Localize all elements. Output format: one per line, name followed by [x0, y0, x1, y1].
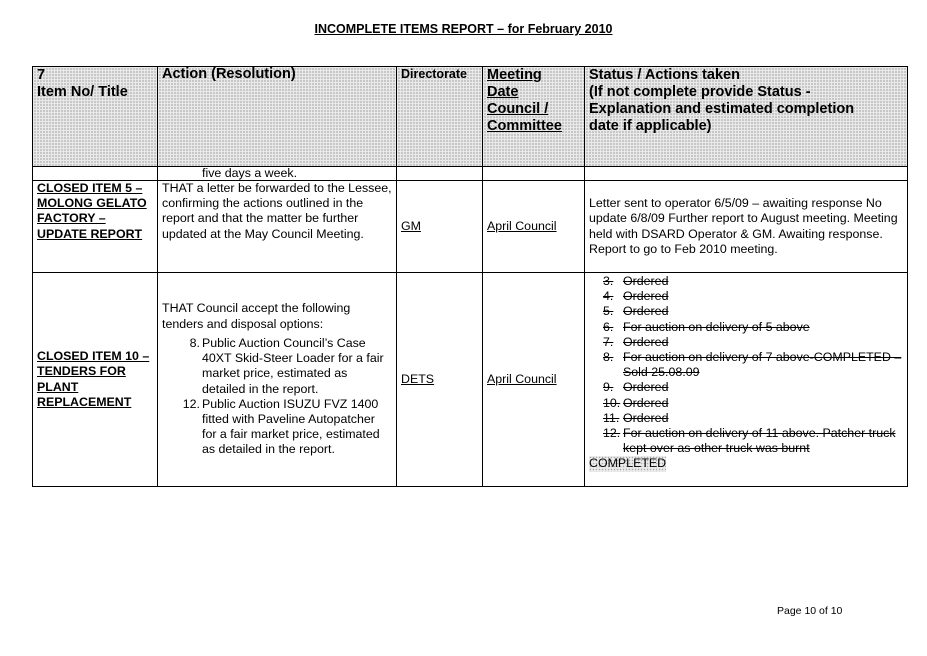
list-item-number: 8.	[189, 335, 200, 350]
continuation-action: five days a week.	[158, 167, 397, 181]
directorate-value: DETS	[401, 371, 435, 386]
list-item-text: Public Auction Council’s Case 40XT Skid-Steer Loader for a fair market price, estimated as detailed in the report.	[202, 335, 384, 396]
header-meeting-line: Meeting	[487, 67, 542, 83]
item-title: CLOSED ITEM 5 – MOLONG GELATO FACTORY – UPDATE REPORT	[37, 181, 147, 241]
list-item	[589, 289, 903, 304]
list-item-text: Ordered	[623, 395, 669, 410]
header-status-line: date if applicable)	[589, 118, 712, 134]
header-meeting	[483, 67, 585, 167]
meeting-value: April Council	[487, 218, 557, 233]
header-meeting-line: Date	[487, 84, 519, 100]
list-item-text: Ordered	[623, 334, 669, 349]
list-item	[589, 274, 903, 289]
list-item	[589, 380, 903, 395]
table-row	[33, 181, 908, 273]
directorate-value: GM	[401, 218, 421, 233]
list-item	[162, 397, 392, 458]
list-item-number: 3.	[603, 274, 614, 288]
item-title-cell	[33, 181, 158, 273]
list-item-text: Ordered	[623, 304, 669, 319]
list-item-number: 12.	[182, 396, 200, 411]
list-item-text: Ordered	[623, 380, 669, 395]
list-item-number: 7.	[603, 334, 614, 349]
list-item-number: 6.	[603, 319, 614, 334]
table-row	[33, 273, 908, 487]
item-title: CLOSED ITEM 10 – TENDERS FOR PLANT REPLACEMENT	[37, 349, 150, 409]
continuation-row	[33, 167, 908, 181]
list-item-number: 8.	[603, 350, 614, 365]
item-title-cell	[33, 273, 158, 487]
action-intro: THAT Council accept the following tenders and disposal options:	[162, 301, 351, 331]
cell-empty	[483, 167, 585, 181]
list-item-number: 12.	[603, 426, 621, 441]
header-action: Action (Resolution)	[158, 67, 397, 167]
completed-badge: COMPLETED	[589, 456, 667, 471]
list-item-text: For auction on delivery of 11 above. Patcher truck kept over as other truck was burnt	[623, 426, 896, 456]
list-item-text: Ordered	[623, 289, 669, 304]
list-item	[589, 304, 903, 319]
status-cell	[585, 273, 908, 487]
header-status-line: Explanation and estimated completion	[589, 101, 855, 117]
header-item-label: Item No/ Title	[37, 84, 128, 100]
list-item-text: Ordered	[623, 410, 669, 425]
directorate-cell	[397, 273, 483, 487]
list-item-text: Ordered	[623, 274, 669, 288]
table-header-row	[33, 67, 908, 167]
action-cell	[158, 273, 397, 487]
tender-list	[162, 336, 392, 458]
list-item-number: 5.	[603, 304, 614, 319]
status-list	[589, 274, 903, 456]
list-item-number: 4.	[603, 289, 614, 304]
cell-empty	[33, 167, 158, 181]
header-meeting-line: Committee	[487, 118, 562, 134]
header-status-line: (If not complete provide Status -	[589, 84, 811, 100]
cell-empty	[585, 167, 908, 181]
meeting-cell	[483, 273, 585, 487]
list-item-text: For auction on delivery of 7 above-COMPLETED – Sold 25.08.09	[623, 350, 902, 380]
action-cell: THAT a letter be forwarded to the Lessee, confirming the actions outlined in the report and that the matter be further updated at the May Council Meeting.	[158, 181, 397, 273]
list-item-number: 11.	[603, 410, 620, 425]
header-status-line: Status / Actions taken	[589, 67, 740, 83]
cell-empty	[397, 167, 483, 181]
meeting-cell	[483, 181, 585, 273]
list-item	[589, 320, 903, 335]
page-number: Page 10 of 10	[777, 605, 843, 617]
header-status	[585, 67, 908, 167]
list-item-text: For auction on delivery of 5 above	[623, 319, 810, 334]
header-item-number: 7	[37, 67, 46, 83]
list-item-number: 10.	[603, 395, 621, 410]
header-item-no-title	[33, 67, 158, 167]
list-item	[162, 336, 392, 397]
header-meeting-line: Council /	[487, 101, 549, 117]
list-item	[589, 396, 903, 411]
header-directorate: Directorate	[397, 67, 483, 167]
report-title: INCOMPLETE ITEMS REPORT – for February 2010	[314, 22, 613, 36]
list-item	[589, 335, 903, 350]
incomplete-items-table	[32, 66, 908, 487]
status-cell: Letter sent to operator 6/5/09 – awaiting response No update 6/8/09 Further report to August meeting. Meeting held with DSARD Operator & GM. Awaiting response. Report to go to Feb 2010 meeting.	[585, 181, 908, 273]
directorate-cell	[397, 181, 483, 273]
list-item-number: 9.	[603, 380, 614, 395]
list-item-text: Public Auction ISUZU FVZ 1400 fitted with Paveline Autopatcher for a fair market price, estimated as detailed in the report.	[202, 396, 380, 457]
list-item	[589, 350, 903, 380]
meeting-value: April Council	[487, 371, 557, 386]
list-item	[589, 426, 903, 456]
list-item	[589, 411, 903, 426]
